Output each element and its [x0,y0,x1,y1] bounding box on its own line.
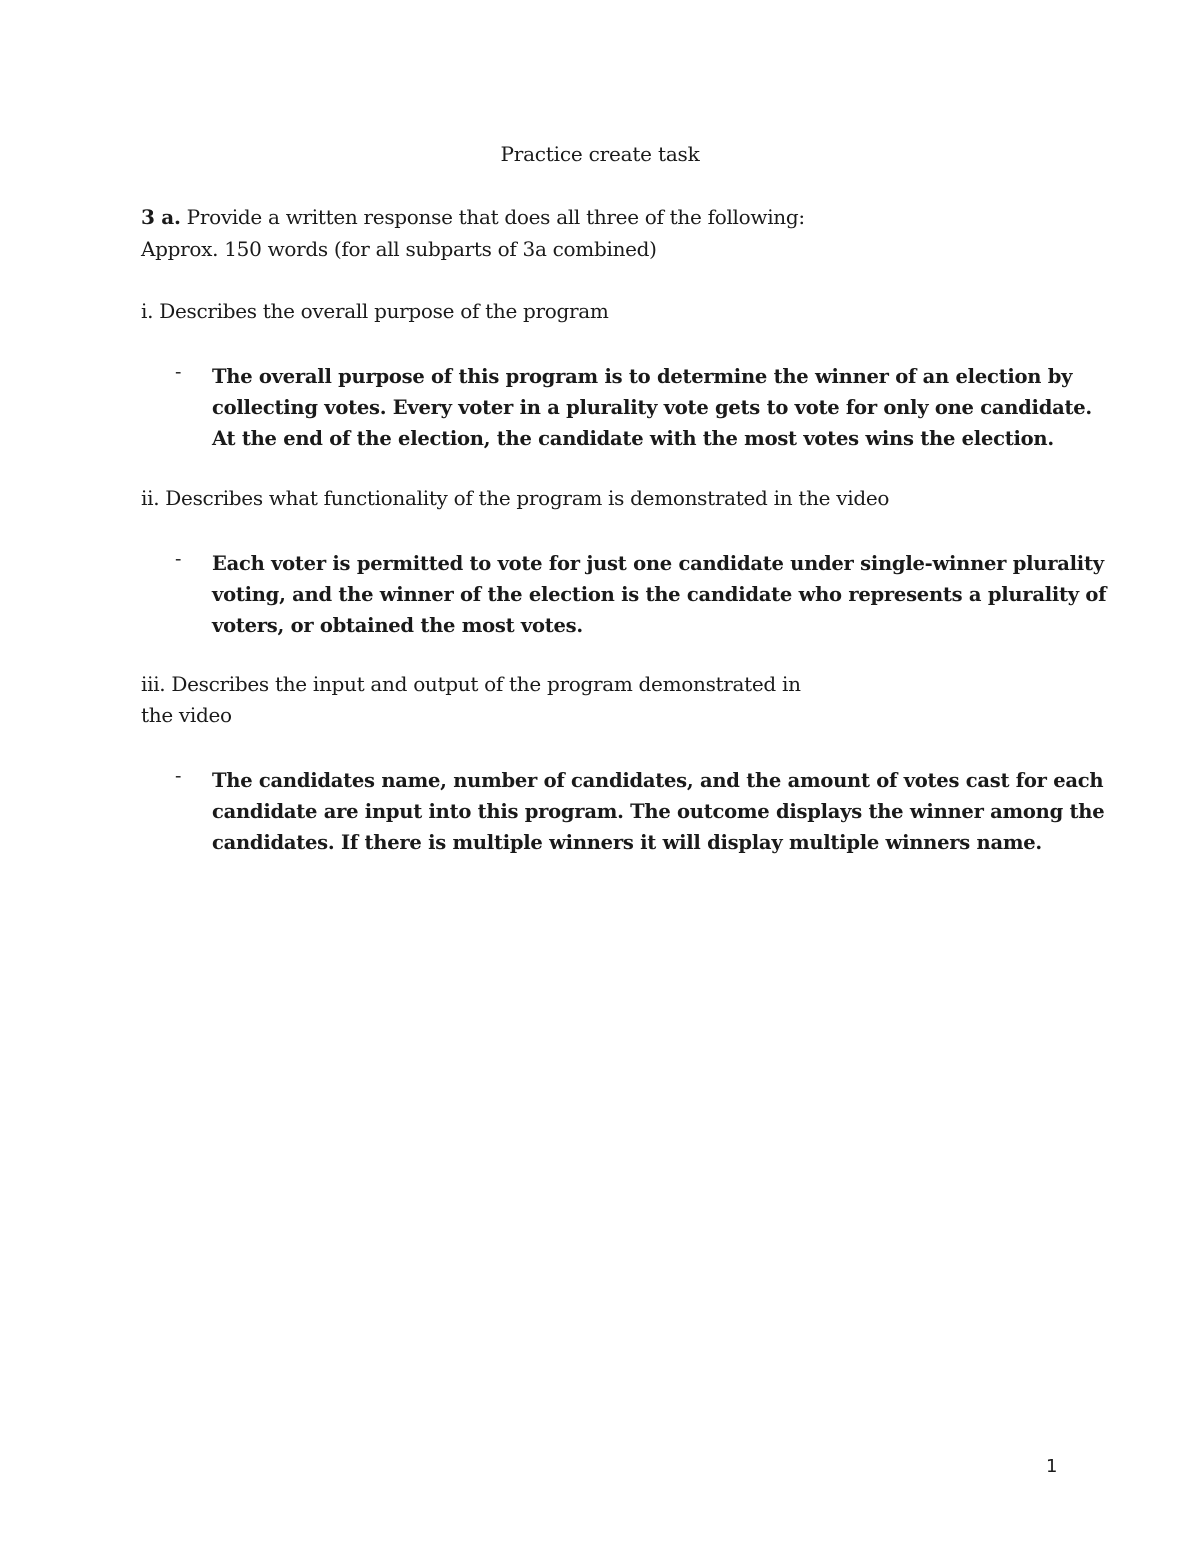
answer-ii-text [212,548,1107,641]
question-i: i. Describes the overall purpose of the program [141,299,609,323]
answer-line: The candidates name, number of candidates, and the amount of votes cast for each [212,769,1104,792]
prompt-text: Provide a written response that does all three of the following: [180,205,805,229]
prompt-line [141,205,805,229]
answer-i-text [212,361,1092,454]
bullet-dash: - [175,361,182,383]
question-iii-line-2: the video [141,703,232,727]
answer-line: voting, and the winner of the election is the candidate who represents a plurality of [212,583,1107,606]
answer-line: collecting votes. Every voter in a plurality vote gets to vote for only one candidate. [212,396,1092,419]
answer-line: The overall purpose of this program is to determine the winner of an election by [212,365,1073,388]
bullet-dash: - [175,548,182,570]
answer-line: candidates. If there is multiple winners it will display multiple winners name. [212,831,1042,854]
answer-line: At the end of the election, the candidate with the most votes wins the election. [212,427,1054,450]
answer-line: candidate are input into this program. The outcome displays the winner among the [212,800,1105,823]
bullet-dash: - [175,765,182,787]
prompt-label: 3 a. [141,205,181,229]
answer-iii-text [212,765,1105,858]
question-iii-line-1: iii. Describes the input and output of the program demonstrated in [141,672,801,696]
page-number: 1 [1046,1456,1058,1477]
word-limit: Approx. 150 words (for all subparts of 3a combined) [141,237,657,261]
answer-line: voters, or obtained the most votes. [212,614,583,637]
question-ii: ii. Describes what functionality of the program is demonstrated in the video [141,486,890,510]
document-title: Practice create task [500,142,700,166]
answer-line: Each voter is permitted to vote for just one candidate under single-winner plurality [212,552,1104,575]
